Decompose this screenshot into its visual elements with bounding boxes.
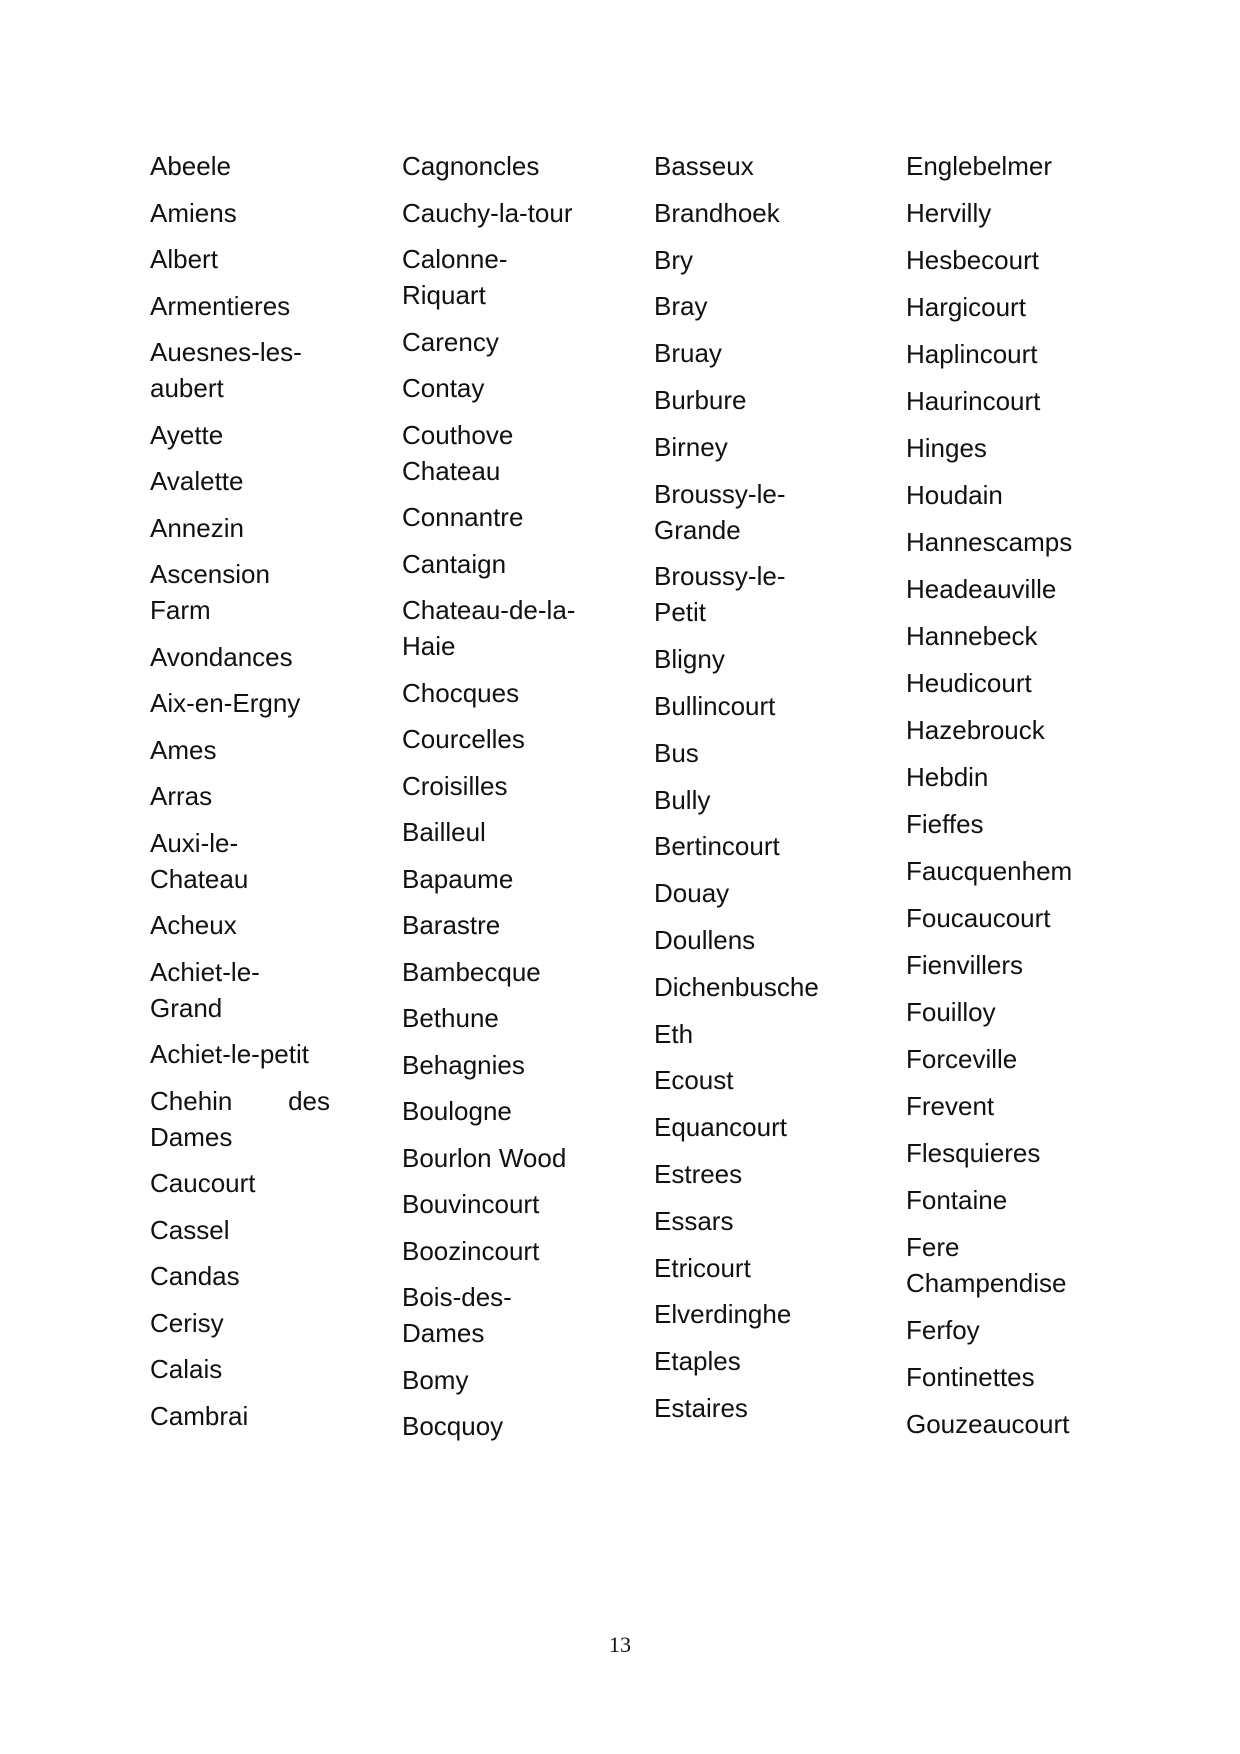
place-name-entry: Bambecque	[402, 956, 541, 987]
column-3	[654, 148, 906, 1455]
place-name-entry: Basseux	[654, 151, 754, 181]
place-name-entry: Etaples	[654, 1346, 741, 1377]
place-name-entry: Chocques	[402, 677, 520, 708]
place-name-entry: Hannebeck	[906, 621, 1038, 651]
place-name-entry: Foucaucourt	[906, 903, 1051, 933]
place-name-entry: Haurincourt	[906, 386, 1041, 416]
place-name-entry: Ecoust	[654, 1065, 734, 1096]
place-name-entry: Ayette	[150, 419, 224, 450]
place-name-entry: Caucourt	[150, 1168, 256, 1198]
place-name-entry: Croisilles	[402, 770, 508, 801]
place-name-entry: Douay	[654, 878, 730, 909]
place-name-entry: Chateau-de-la-Haie	[402, 595, 576, 661]
place-name-entry: Frevent	[906, 1091, 995, 1121]
place-name-entry: Eth	[654, 1018, 694, 1049]
place-name-entry: Fontaine	[906, 1185, 1008, 1215]
place-name-entry: Auxi-le-Chateau	[150, 827, 249, 894]
place-name-entry: Fienvillers	[906, 950, 1024, 980]
place-name-entry: Arras	[150, 781, 213, 811]
place-name-entry: Connantre	[402, 502, 524, 532]
place-name-entry: Bouvincourt	[402, 1189, 540, 1219]
place-name-entry: Forceville	[906, 1044, 1018, 1074]
place-name-entry: Headeauville	[906, 574, 1057, 604]
place-name-entry: Hebdin	[906, 762, 989, 792]
page-number: 13	[609, 1632, 631, 1657]
place-name-entry: Contay	[402, 373, 485, 403]
place-name-entry: Bailleul	[402, 817, 486, 847]
place-name-entry: Auesnes-les-aubert	[150, 337, 302, 403]
place-name-entry: Cassel	[150, 1214, 230, 1245]
place-name-entry: Hervilly	[906, 198, 992, 228]
place-name-entry: Bruay	[654, 338, 722, 369]
place-name-entry: Cagnoncles	[402, 151, 540, 181]
place-name-entry: Broussy-le-Petit	[654, 561, 786, 628]
place-name-entry: Etricourt	[654, 1252, 751, 1283]
place-name-entry: Broussy-le-Grande	[654, 478, 786, 545]
place-name-entry: Birney	[654, 431, 728, 462]
place-name-entry: Avondances	[150, 641, 293, 672]
place-name-entry: Bully	[654, 784, 711, 815]
place-name-entry: Boulogne	[402, 1096, 512, 1126]
place-name-entry: Candas	[150, 1261, 240, 1291]
place-name-entry: Abeele	[150, 151, 231, 181]
place-name-entry: Chehin des Dames	[150, 1085, 330, 1152]
place-name-entry: Ames	[150, 734, 217, 765]
place-name-entry: Bullincourt	[654, 690, 776, 721]
place-name-entry: Achiet-le-Grand	[150, 956, 260, 1023]
place-name-entry: Aix-en-Ergny	[150, 688, 301, 718]
place-name-entry: Cerisy	[150, 1307, 224, 1338]
place-name-entry: Brandhoek	[654, 197, 780, 228]
place-name-entry: Hesbecourt	[906, 245, 1039, 275]
place-name-entry: Estaires	[654, 1392, 748, 1423]
place-name-entry: Bus	[654, 737, 699, 768]
place-name-entry: Bourlon Wood	[402, 1142, 567, 1173]
place-name-entry: Bocquoy	[402, 1411, 504, 1441]
place-name-entry: Houdain	[906, 480, 1003, 510]
place-name-entry: Fere Champendise	[906, 1232, 1067, 1298]
place-name-entry: Couthove Chateau	[402, 419, 514, 486]
place-name-entry: Bethune	[402, 1003, 499, 1033]
place-name-entry: Acheux	[150, 910, 237, 940]
place-name-entry: Bry	[654, 244, 693, 275]
place-name-entry: Achiet-le-petit	[150, 1039, 309, 1069]
place-name-entry: Behagnies	[402, 1049, 525, 1080]
place-name-entry: Fieffes	[906, 809, 984, 839]
place-name-entry: Courcelles	[402, 724, 525, 754]
place-name-entry: Dichenbusche	[654, 971, 819, 1002]
place-name-entry: Gouzeaucourt	[906, 1409, 1070, 1439]
place-name-entry: Fontinettes	[906, 1362, 1035, 1392]
place-name-entry: Amiens	[150, 197, 237, 228]
place-name-entry: Albert	[150, 244, 218, 274]
place-name-entry: Doullens	[654, 924, 756, 955]
place-name-entry: Hannescamps	[906, 527, 1073, 557]
column-2	[402, 148, 654, 1455]
place-name-entry: Haplincourt	[906, 339, 1038, 369]
place-name-entry: Englebelmer	[906, 151, 1052, 181]
place-name-entry: Burbure	[654, 384, 747, 415]
place-name-entry: Fouilloy	[906, 997, 996, 1027]
place-name-entry: Calonne-Riquart	[402, 244, 508, 310]
place-name-entry: Cantaign	[402, 548, 507, 579]
place-name-entry: Faucquenhem	[906, 856, 1073, 886]
place-name-entry: Annezin	[150, 512, 244, 543]
column-1	[150, 148, 402, 1455]
place-name-entry: Armentieres	[150, 290, 291, 321]
place-name-entry: Estrees	[654, 1158, 743, 1189]
place-name-entry: Cauchy-la-tour	[402, 197, 573, 228]
place-name-entry: Bois-des-Dames	[402, 1282, 512, 1348]
place-name-entry: Bligny	[654, 644, 725, 675]
place-name-entry: Equancourt	[654, 1112, 787, 1143]
place-name-entry: Hazebrouck	[906, 715, 1045, 745]
place-name-entry: Cambrai	[150, 1400, 249, 1431]
place-name-entry: Ferfoy	[906, 1315, 980, 1345]
place-name-entry: Essars	[654, 1205, 734, 1236]
place-name-entry: Elverdinghe	[654, 1299, 792, 1330]
place-name-entry: Bertincourt	[654, 831, 780, 862]
place-name-entry: Hinges	[906, 433, 987, 463]
place-name-entry: Barastre	[402, 910, 501, 940]
place-name-entry: Avalette	[150, 466, 244, 496]
place-name-entry: Bray	[654, 291, 708, 322]
place-name-entry: Ascension Farm	[150, 559, 270, 625]
place-name-entry: Bomy	[402, 1364, 469, 1395]
place-name-entry: Heudicourt	[906, 668, 1032, 698]
place-name-columns	[150, 148, 1100, 1455]
place-name-entry: Calais	[150, 1354, 223, 1384]
column-4	[906, 148, 1100, 1455]
place-name-entry: Hargicourt	[906, 292, 1026, 322]
place-name-entry: Boozincourt	[402, 1235, 540, 1266]
place-name-entry: Bapaume	[402, 863, 514, 894]
place-name-entry: Carency	[402, 326, 499, 357]
place-name-entry: Flesquieres	[906, 1138, 1041, 1168]
